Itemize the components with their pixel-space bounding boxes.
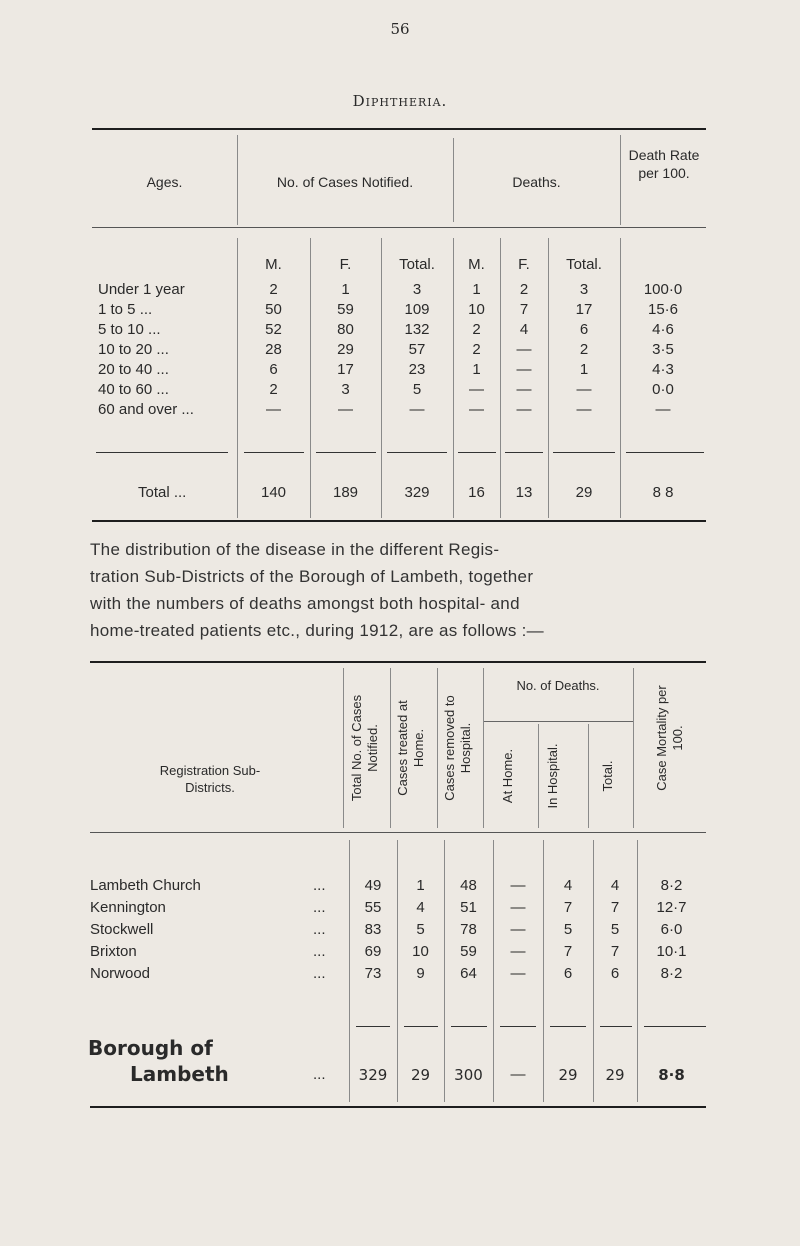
section-title: Diphtheria. <box>352 92 448 110</box>
header-registration-sub-districts: Registration Sub-Districts. <box>159 763 261 795</box>
header-cases-notified: No. of Cases Notified. <box>276 174 414 190</box>
header-cases-treated-home: Cases treated at Home. <box>395 700 426 796</box>
cell-d_home: — <box>510 921 526 938</box>
cell-cm: 28 <box>265 341 282 358</box>
cell-mortality: 12·7 <box>656 899 687 916</box>
borough-label-line1: Borough of <box>88 1036 213 1060</box>
cell-df: 4 <box>519 321 529 338</box>
borough-mortality: 8·8 <box>658 1066 685 1084</box>
age-label: 10 to 20 ... <box>98 341 169 358</box>
page-number: 56 <box>390 20 410 38</box>
cell-dt: — <box>576 381 592 398</box>
cell-cm: 50 <box>265 301 282 318</box>
leader-dots: ... <box>313 943 326 960</box>
cell-dm: — <box>469 381 484 398</box>
age-label: Under 1 year <box>98 281 185 298</box>
cell-mortality: 8·2 <box>660 965 683 982</box>
cell-dm: 1 <box>472 281 481 298</box>
total-deaths-m: 16 <box>468 484 485 501</box>
header-deaths-total: Total. <box>600 760 615 792</box>
cell-rate: 3·5 <box>652 341 674 358</box>
cell-df: — <box>516 401 532 418</box>
cell-d_hosp: 4 <box>563 877 573 894</box>
cell-d_hosp: 7 <box>563 899 573 916</box>
cell-ct: 57 <box>408 341 426 358</box>
cell-notified: 73 <box>364 965 382 982</box>
cell-rate: 100·0 <box>643 281 683 298</box>
intro-paragraph <box>90 536 730 644</box>
cell-cf: — <box>338 401 353 418</box>
age-label: 5 to 10 ... <box>98 321 161 338</box>
header-total-notified: Total No. of Cases Notified. <box>349 694 380 802</box>
cell-df: — <box>516 361 532 378</box>
cell-ct: 23 <box>408 361 426 378</box>
borough-home: 29 <box>410 1066 431 1084</box>
cell-ct: 109 <box>404 301 430 318</box>
district-name: Stockwell <box>90 921 154 938</box>
borough-notified: 329 <box>358 1066 388 1084</box>
cell-d_home: — <box>510 943 526 960</box>
cell-cm: 2 <box>269 381 278 398</box>
cell-ct: 132 <box>404 321 430 338</box>
age-label: 20 to 40 ... <box>98 361 169 378</box>
cell-ct: 3 <box>412 281 422 298</box>
district-name: Lambeth Church <box>90 877 201 894</box>
header-ages: Ages. <box>146 174 183 190</box>
cell-cm: 2 <box>269 281 278 298</box>
total-label: Total ... <box>138 484 187 501</box>
district-name: Norwood <box>90 965 151 982</box>
cell-dt: 17 <box>575 301 593 318</box>
cell-d_total: 4 <box>610 877 620 894</box>
subheader-cases-m: M. <box>265 256 282 273</box>
total-deaths-f: 13 <box>515 484 533 501</box>
cell-d_hosp: 7 <box>563 943 573 960</box>
cell-d_home: — <box>510 965 526 982</box>
borough-leader-dots: ... <box>313 1066 326 1083</box>
cell-mortality: 6·0 <box>660 921 683 938</box>
header-case-mortality: Case Mortality per 100. <box>654 685 685 791</box>
cell-notified: 83 <box>364 921 382 938</box>
cell-home: 10 <box>412 943 429 960</box>
total-cases-m: 140 <box>260 484 287 501</box>
cell-home: 1 <box>416 877 425 894</box>
cell-dt: — <box>576 401 592 418</box>
cell-hospital: 51 <box>460 899 477 916</box>
subheader-deaths-m: M. <box>468 256 485 273</box>
leader-dots: ... <box>313 921 326 938</box>
cell-dm: 10 <box>468 301 485 318</box>
cell-cm: 6 <box>269 361 278 378</box>
cell-cf: 17 <box>337 361 354 378</box>
cell-rate: 15·6 <box>647 301 679 318</box>
borough-label-line2: Lambeth <box>130 1062 229 1086</box>
cell-d_hosp: 5 <box>563 921 573 938</box>
header-cases-removed-hospital: Cases removed to Hospital. <box>442 695 473 801</box>
cell-dt: 2 <box>579 341 589 358</box>
cell-hospital: 48 <box>460 877 477 894</box>
district-name: Kennington <box>90 899 166 916</box>
cell-mortality: 8·2 <box>660 877 683 894</box>
total-deaths-total: 29 <box>575 484 593 501</box>
subheader-deaths-f: F. <box>518 256 530 273</box>
paragraph-line: The distribution of the disease in the different Regis- <box>90 540 500 559</box>
cell-ct: 5 <box>412 381 422 398</box>
cell-dm: 2 <box>472 341 481 358</box>
cell-dm: 2 <box>472 321 481 338</box>
subheader-cases-total: Total. <box>399 256 435 273</box>
cell-d_total: 7 <box>610 943 620 960</box>
cell-cm: — <box>266 401 281 418</box>
cell-notified: 69 <box>364 943 382 960</box>
subheader-deaths-total: Total. <box>566 256 602 273</box>
cell-d_hosp: 6 <box>563 965 573 982</box>
cell-hospital: 64 <box>460 965 477 982</box>
paragraph-line: home-treated patients etc., during 1912, are as follows :— <box>90 621 544 640</box>
cell-d_total: 5 <box>610 921 620 938</box>
total-rate: 8 8 <box>652 484 674 501</box>
cell-home: 4 <box>416 899 425 916</box>
header-in-hospital: In Hospital. <box>545 743 560 809</box>
borough-hospital: 300 <box>454 1066 483 1084</box>
age-label: 60 and over ... <box>98 401 194 418</box>
cell-hospital: 78 <box>460 921 477 938</box>
header-at-home: At Home. <box>500 748 515 804</box>
paragraph-line: tration Sub-Districts of the Borough of Lambeth, together <box>90 567 534 586</box>
cell-notified: 55 <box>364 899 382 916</box>
cell-d_home: — <box>510 899 526 916</box>
leader-dots: ... <box>313 877 326 894</box>
header-death-rate: Death Rate per 100. <box>628 147 700 181</box>
cell-cm: 52 <box>265 321 282 338</box>
leader-dots: ... <box>313 965 326 982</box>
district-name: Brixton <box>90 943 137 960</box>
cell-rate: 0·0 <box>652 381 674 398</box>
cell-d_home: — <box>510 877 526 894</box>
borough-deaths-hospital: 29 <box>558 1066 578 1084</box>
cell-d_total: 6 <box>610 965 620 982</box>
cell-rate: 4·3 <box>652 361 674 378</box>
cell-cf: 29 <box>337 341 354 358</box>
header-no-of-deaths: No. of Deaths. <box>516 678 600 693</box>
age-label: 1 to 5 ... <box>98 301 153 318</box>
cell-cf: 59 <box>337 301 354 318</box>
age-label: 40 to 60 ... <box>98 381 169 398</box>
header-deaths: Deaths. <box>512 174 561 190</box>
cell-dt: 1 <box>579 361 589 378</box>
cell-df: 7 <box>519 301 529 318</box>
cell-notified: 49 <box>364 877 382 894</box>
cell-df: — <box>516 381 532 398</box>
subheader-cases-f: F. <box>339 256 352 273</box>
cell-ct: — <box>409 401 425 418</box>
cell-df: — <box>516 341 532 358</box>
cell-d_total: 7 <box>610 899 620 916</box>
cell-dt: 6 <box>579 321 589 338</box>
cell-home: 9 <box>416 965 425 982</box>
cell-home: 5 <box>416 921 425 938</box>
cell-dm: 1 <box>472 361 481 378</box>
cell-hospital: 59 <box>460 943 477 960</box>
cell-cf: 3 <box>341 381 350 398</box>
borough-deaths-total: 29 <box>605 1066 625 1084</box>
borough-deaths-home: — <box>510 1066 526 1083</box>
cell-rate: 4·6 <box>652 321 674 338</box>
cell-dt: 3 <box>579 281 589 298</box>
cell-rate: — <box>655 401 671 418</box>
total-cases-f: 189 <box>332 484 359 501</box>
total-cases-total: 329 <box>404 484 430 501</box>
paragraph-line: with the numbers of deaths amongst both hospital- and <box>90 594 520 613</box>
cell-df: 2 <box>519 281 529 298</box>
leader-dots: ... <box>313 899 326 916</box>
cell-dm: — <box>469 401 484 418</box>
cell-cf: 80 <box>337 321 354 338</box>
cell-mortality: 10·1 <box>656 943 687 960</box>
cell-cf: 1 <box>341 281 350 298</box>
